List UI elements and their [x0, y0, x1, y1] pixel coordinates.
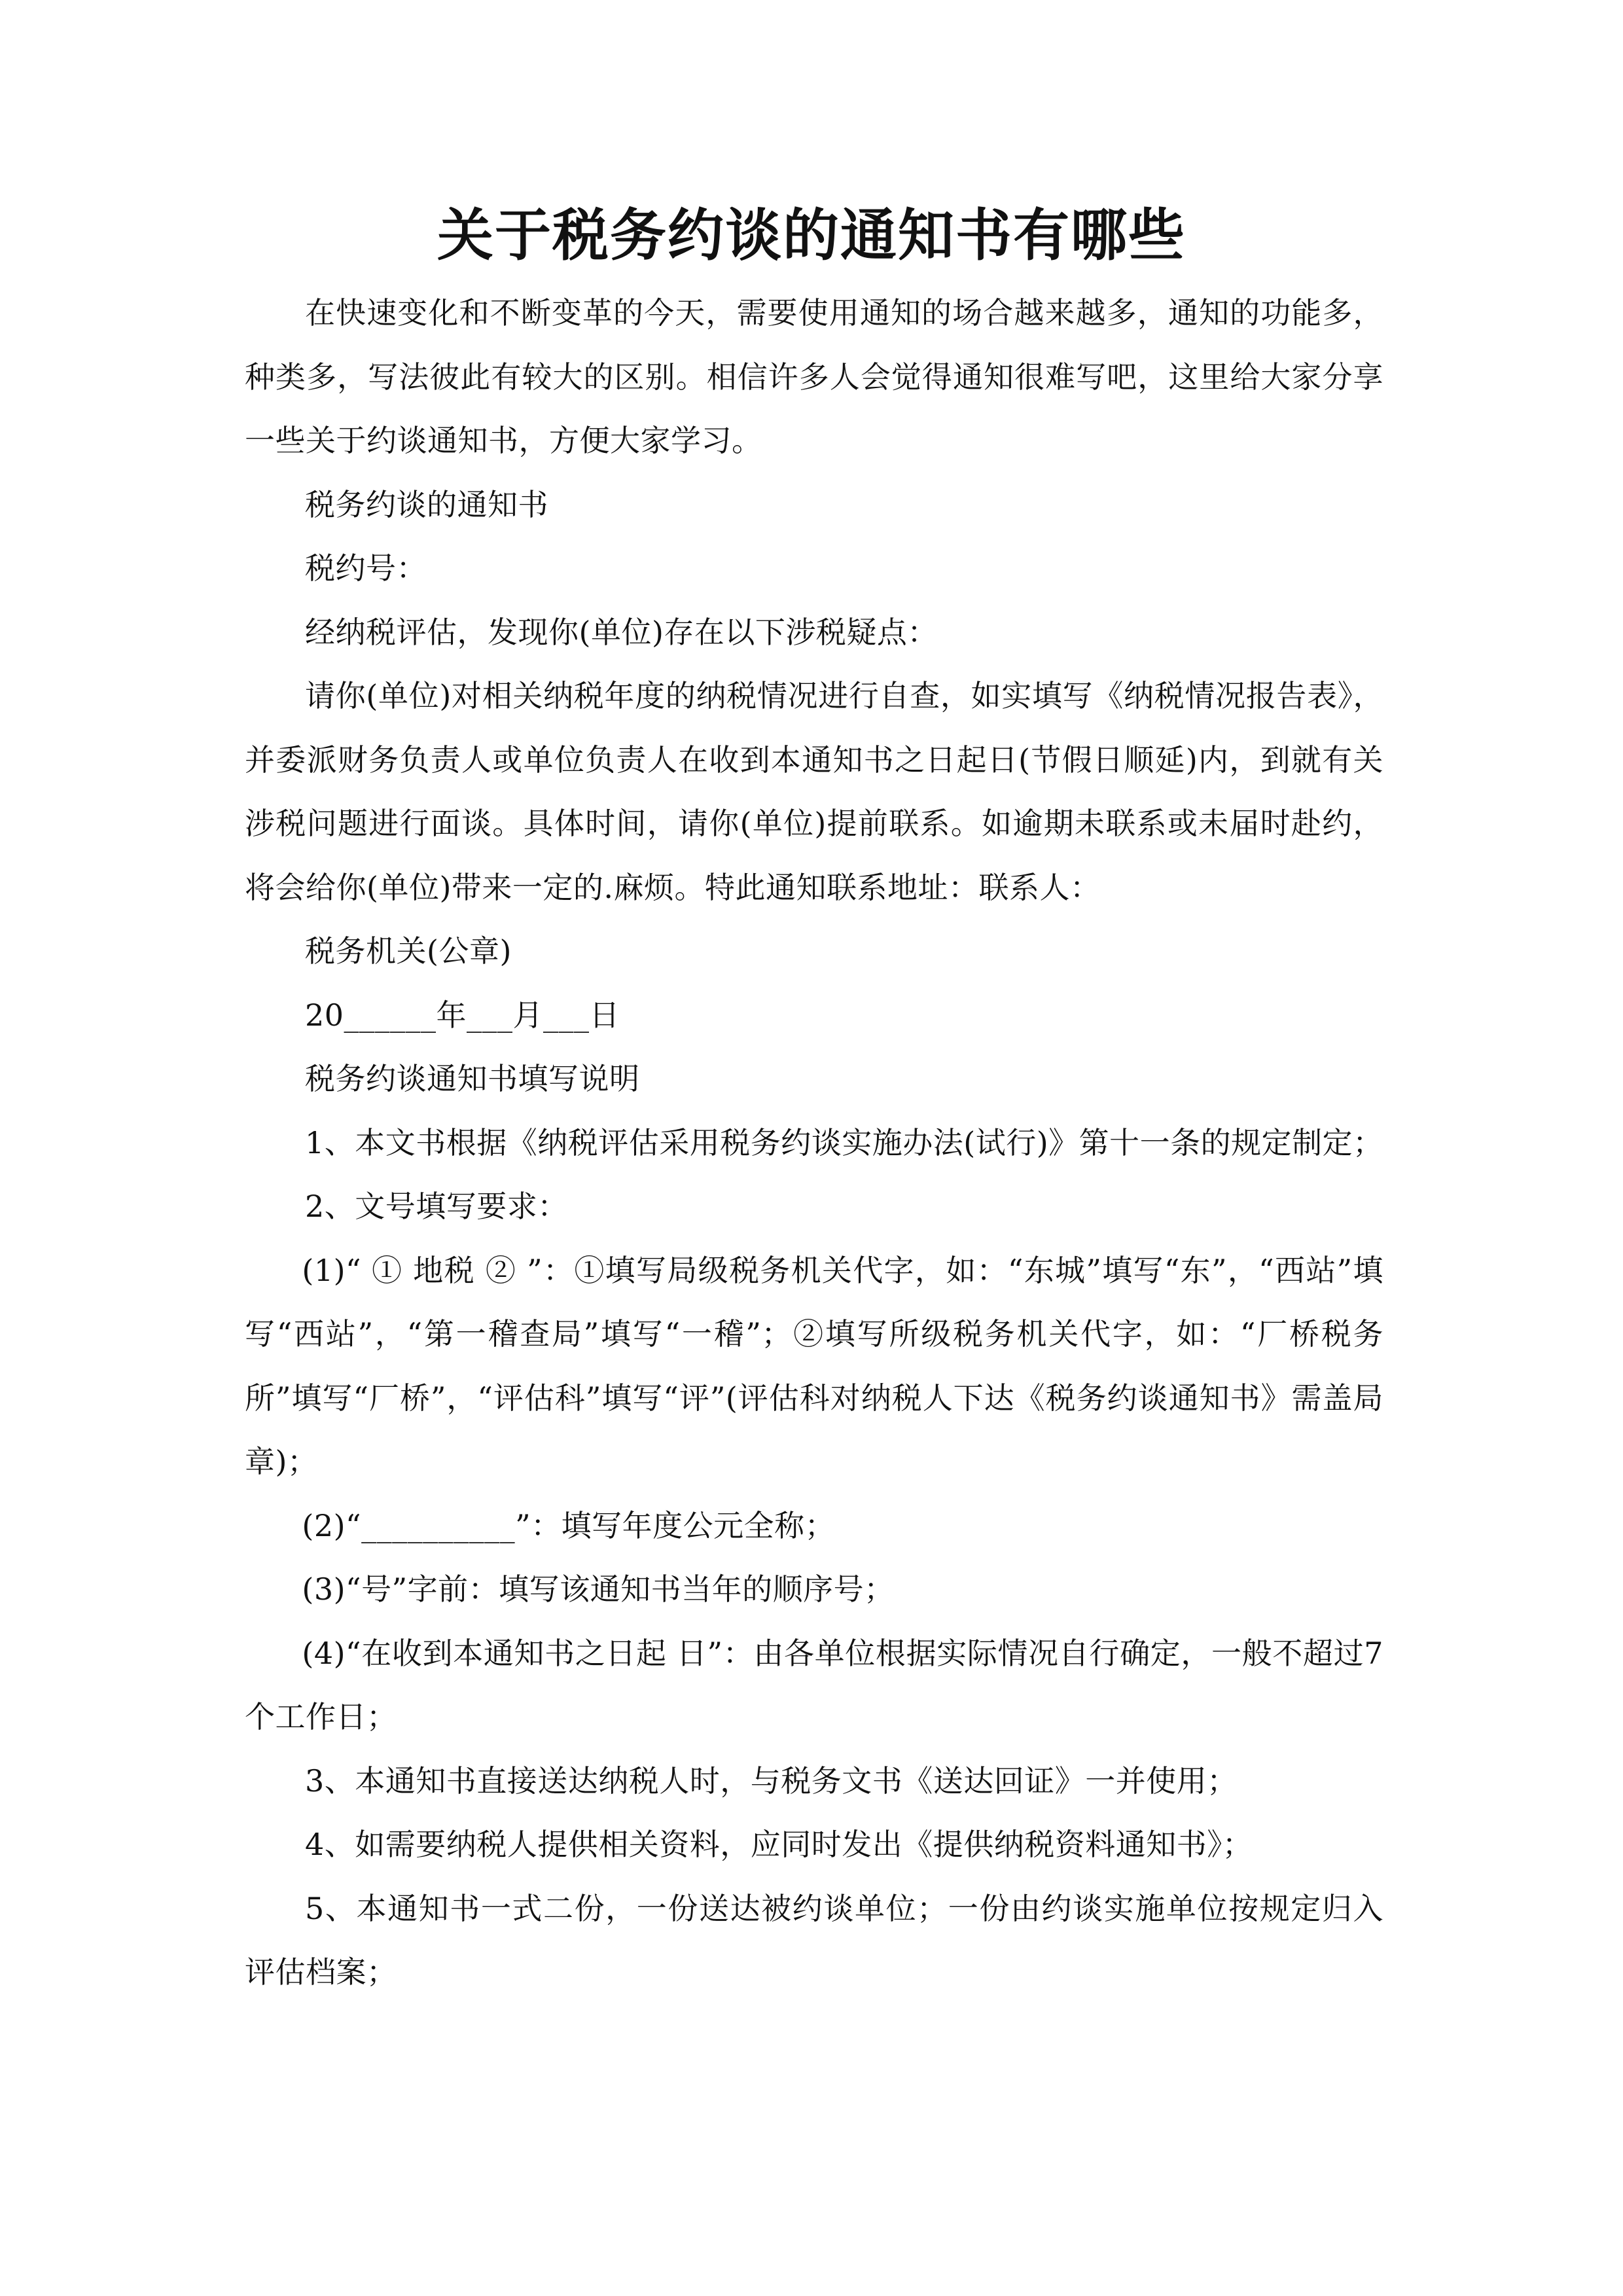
instruction-subitem-2: (2)“__________”：填写年度公元全称； [302, 1507, 836, 1543]
intro-paragraph: 在快速变化和不断变革的今天，需要使用通知的场合越来越多，通知的功能多，种类多，写法彼此有较大的区别。相信许多人会觉得通知很难写吧，这里给大家分享一些关于约谈通知书，方便大家学习。 [245, 295, 1383, 458]
instruction-subitem-1: (1)“ ① 地税 ② ”：①填写局级税务机关代字，如：“东城”填写“东”，“西站”填写“西站”，“第一稽查局”填写“一稽”；②填写所级税务机关代字，如：“厂桥税务所”填写“厂桥”，“评估科”填写“评”(评估科对纳税人下达《税务约谈通知书》需盖局章)； [245, 1252, 1383, 1479]
notice-seal-line: 税务机关(公章) [305, 933, 512, 969]
document-title: 关于税务约谈的通知书有哪些 [437, 202, 1186, 268]
instruction-item-2: 2、文号填写要求： [305, 1189, 568, 1224]
instruction-item-5: 5、本通知书一式二份，一份送达被约谈单位；一份由约谈实施单位按规定归入评估档案； [245, 1890, 1383, 1990]
instructions-heading: 税务约谈通知书填写说明 [305, 1061, 640, 1096]
notice-heading: 税务约谈的通知书 [305, 486, 548, 522]
notice-date-line: 20______年___月___日 [305, 997, 620, 1033]
notice-number-line: 税约号： [305, 550, 427, 586]
notice-finding-line: 经纳税评估，发现你(单位)存在以下涉税疑点： [305, 614, 938, 650]
instruction-item-3: 3、本通知书直接送达纳税人时，与税务文书《送达回证》一并使用； [305, 1763, 1238, 1799]
instruction-subitem-3: (3)“号”字前：填写该通知书当年的顺序号； [302, 1571, 895, 1607]
instruction-subitem-4: (4)“在收到本通知书之日起 日”：由各单位根据实际情况自行确定，一般不超过7个工作日； [245, 1635, 1383, 1734]
instruction-item-1: 1、本文书根据《纳税评估采用税务约谈实施办法(试行)》第十一条的规定制定； [305, 1124, 1383, 1160]
notice-request-paragraph: 请你(单位)对相关纳税年度的纳税情况进行自查，如实填写《纳税情况报告表》，并委派财务负责人或单位负责人在收到本通知书之日起日(节假日顺延)内，到就有关涉税问题进行面谈。具体时间，请你(单位)提前联系。如逾期未联系或未届时赴约，将会给你(单位)带来一定的.麻烦。特此通知联系地址：联系人： [245, 678, 1383, 905]
instruction-item-4: 4、如需要纳税人提供相关资料，应同时发出《提供纳税资料通知书》； [305, 1827, 1253, 1862]
document-body [245, 281, 1383, 2005]
